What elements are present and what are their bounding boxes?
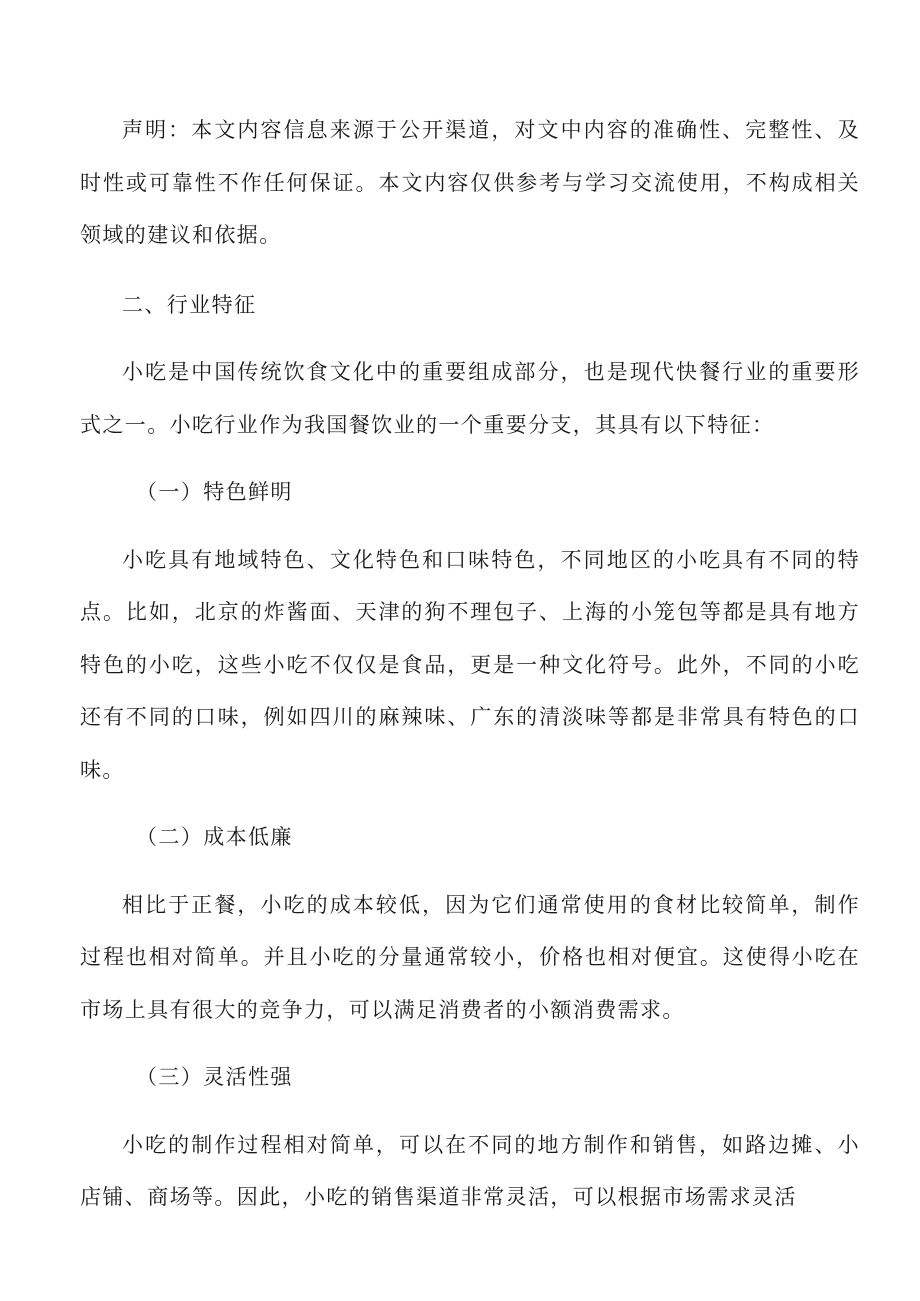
disclaimer-paragraph: 声明：本文内容信息来源于公开渠道，对文中内容的准确性、完整性、及时性或可靠性不作任何保证。本文内容仅供参考与学习交流使用，不构成相关领域的建议和依据。 (80, 118, 860, 247)
subsection-body-2: 相比于正餐，小吃的成本较低，因为它们通常使用的食材比较简单，制作过程也相对简单。并且小吃的分量通常较小，价格也相对便宜。这使得小吃在市场上具有很大的竞争力，可以满足消费者的小额消费需求。 (80, 892, 860, 1022)
section-title: 二、行业特征 (122, 292, 257, 317)
subsection-title-3: （三）灵活性强 (136, 1065, 293, 1089)
subsection-body-3: 小吃的制作过程相对简单，可以在不同的地方制作和销售，如路边摊、小店铺、商场等。因此，小吃的销售渠道非常灵活，可以根据市场需求灵活 (80, 1132, 860, 1209)
subsection-title-2: （二）成本低廉 (136, 825, 293, 849)
subsection-body-1: 小吃具有地域特色、文化特色和口味特色，不同地区的小吃具有不同的特点。比如，北京的炸酱面、天津的狗不理包子、上海的小笼包等都是具有地方特色的小吃，这些小吃不仅仅是食品，更是一种文化符号。此外，不同的小吃还有不同的口味，例如四川的麻辣味、广东的清淡味等都是非常具有特色的口味。 (80, 547, 860, 782)
document-page (80, 104, 860, 1224)
subsection-title-1: （一）特色鲜明 (136, 480, 293, 504)
intro-paragraph: 小吃是中国传统饮食文化中的重要组成部分，也是现代快餐行业的重要形式之一。小吃行业作为我国餐饮业的一个重要分支，其具有以下特征： (80, 360, 860, 437)
